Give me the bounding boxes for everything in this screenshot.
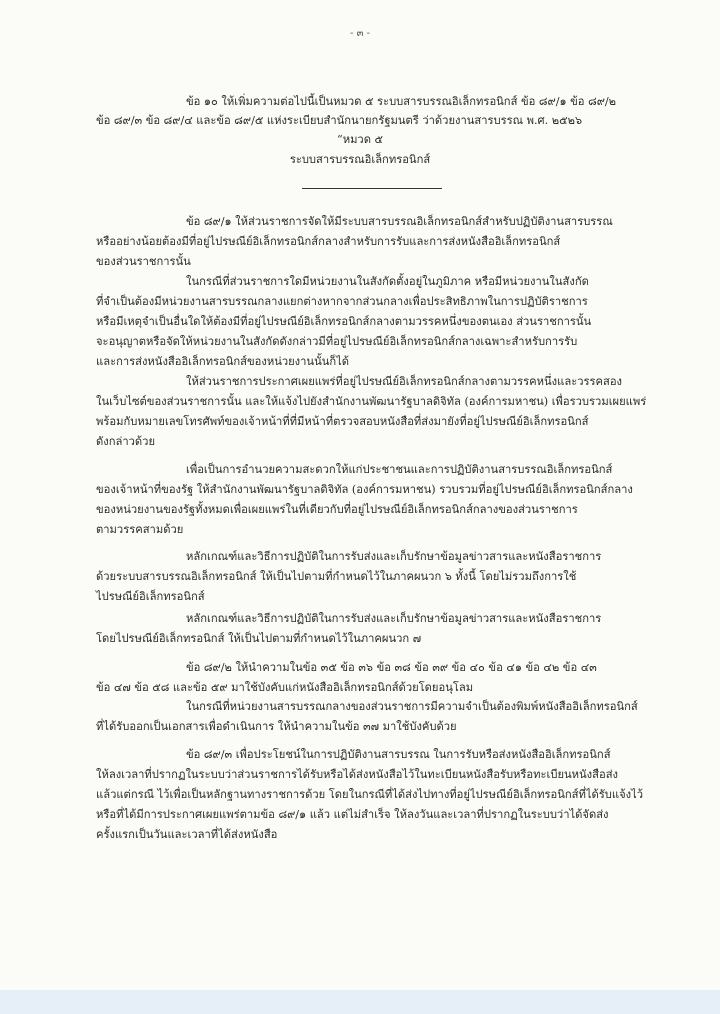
text-line: ให้ลงเวลาที่ปรากฏในระบบว่าส่วนราชการได้รับหรือได้ส่งหนังสือไว้ในทะเบียนหนังสือรับหรือทะเบียนหนังสือส่ง: [96, 768, 618, 781]
text-line: และการส่งหนังสืออิเล็กทรอนิกส์ของหน่วยงานนั้นก็ได้: [96, 355, 350, 368]
section-divider: [302, 188, 442, 189]
text-line: แล้วแต่กรณี ไว้เพื่อเป็นหลักฐานทางราชการด้วย โดยในกรณีที่ได้ส่งไปทางที่อยู่ไปรษณีย์อิเล็กทรอนิกส์ที่ได้รับแจ้งไว้: [96, 788, 644, 801]
text-line: ตามวรรคสามด้วย: [96, 523, 184, 536]
text-line: หรืออย่างน้อยต้องมีที่อยู่ไปรษณีย์อิเล็กทรอนิกส์กลางสำหรับการรับและการส่งหนังสืออิเล็กทรอนิกส์: [96, 235, 561, 248]
text-line: ที่จำเป็นต้องมีหน่วยงานสารบรรณกลางแยกต่างหากจากส่วนกลางเพื่อประสิทธิภาพในการปฏิบัติราชการ: [96, 295, 588, 308]
text-line: หลักเกณฑ์และวิธีการปฏิบัติในการรับส่งและเก็บรักษาข้อมูลข่าวสารและหนังสือราชการ: [186, 612, 602, 625]
text-line: ข้อ ๑๐ ให้เพิ่มความต่อไปนี้เป็นหมวด ๕ ระบบสารบรรณอิเล็กทรอนิกส์ ข้อ ๘๙/๑ ข้อ ๘๙/๒: [186, 95, 617, 108]
text-line: ในกรณีที่หน่วยงานสารบรรณกลางของส่วนราชการมีความจำเป็นต้องพิมพ์หนังสืออิเล็กทรอนิกส์: [186, 700, 638, 713]
text-line: ในเว็บไซต์ของส่วนราชการนั้น และให้แจ้งไปยังสำนักงานพัฒนารัฐบาลดิจิทัล (องค์การมหาชน) เพื่อรวบรวมเผยแพร่: [96, 395, 647, 408]
text-line: ของส่วนราชการนั้น: [96, 255, 191, 268]
text-line: ที่ได้รับออกเป็นเอกสารเพื่อดำเนินการ ให้นำความในข้อ ๓๗ มาใช้บังคับด้วย: [96, 720, 457, 733]
text-line: ให้ส่วนราชการประกาศเผยแพร่ที่อยู่ไปรษณีย์อิเล็กทรอนิกส์กลางตามวรรคหนึ่งและวรรคสอง: [186, 375, 623, 388]
viewer-bottom-margin: [0, 990, 720, 1014]
text-line: ในกรณีที่ส่วนราชการใดมีหน่วยงานในสังกัดตั้งอยู่ในภูมิภาค หรือมีหน่วยงานในสังกัด: [186, 275, 589, 288]
text-line: หรือมีเหตุจำเป็นอื่นใดให้ต้องมีที่อยู่ไปรษณีย์อิเล็กทรอนิกส์กลางตามวรรคหนึ่งของตนเอง ส่วนราชการนั้น: [96, 315, 592, 328]
text-line: หรือที่ได้มีการประกาศเผยแพร่ตามข้อ ๘๙/๑ แล้ว แต่ไม่สำเร็จ ให้ลงวันและเวลาที่ปรากฏในระบบว่าได้จัดส่ง: [96, 808, 609, 821]
text-line: ข้อ ๘๙/๑ ให้ส่วนราชการจัดให้มีระบบสารบรรณอิเล็กทรอนิกส์สำหรับปฏิบัติงานสารบรรณ: [186, 215, 613, 228]
text-line: โดยไปรษณีย์อิเล็กทรอนิกส์ ให้เป็นไปตามที่กำหนดไว้ในภาคผนวก ๗: [96, 632, 422, 645]
text-line: ด้วยระบบสารบรรณอิเล็กทรอนิกส์ ให้เป็นไปตามที่กำหนดไว้ในภาคผนวก ๖ ทั้งนี้ โดยไม่รวมถึงการใช้: [96, 570, 577, 583]
text-line: หลักเกณฑ์และวิธีการปฏิบัติในการรับส่งและเก็บรักษาข้อมูลข่าวสารและหนังสือราชการ: [186, 550, 602, 563]
text-line: ของเจ้าหน้าที่ของรัฐ ให้สำนักงานพัฒนารัฐบาลดิจิทัล (องค์การมหาชน) รวบรวมที่อยู่ไปรษณีย์อิเล็กทรอนิกส์กลาง: [96, 483, 633, 496]
text-line: ข้อ ๘๙/๓ ข้อ ๘๙/๔ และข้อ ๘๙/๕ แห่งระเบียบสำนักนายกรัฐมนตรี ว่าด้วยงานสารบรรณ พ.ศ. ๒๕๒๖: [96, 114, 583, 127]
text-line: ระบบสารบรรณอิเล็กทรอนิกส์: [289, 153, 431, 166]
text-line: ข้อ ๘๙/๒ ให้นำความในข้อ ๓๕ ข้อ ๓๖ ข้อ ๓๘ ข้อ ๓๙ ข้อ ๔๐ ข้อ ๔๑ ข้อ ๔๒ ข้อ ๔๓: [186, 661, 597, 674]
text-line: ดังกล่าวด้วย: [96, 435, 156, 448]
text-line: “หมวด ๕: [336, 133, 384, 146]
text-line: ไปรษณีย์อิเล็กทรอนิกส์: [96, 590, 205, 603]
text-line: พร้อมกับหมายเลขโทรศัพท์ของเจ้าหน้าที่ที่มีหน้าที่ตรวจสอบหนังสือที่ส่งมายังที่อยู่ไปรษณีย์อิเล็กทรอนิกส์: [96, 415, 589, 428]
text-line: ครั้งแรกเป็นวันและเวลาที่ได้ส่งหนังสือ: [96, 828, 278, 841]
text-line: เพื่อเป็นการอำนวยความสะดวกให้แก่ประชาชนและการปฏิบัติงานสารบรรณอิเล็กทรอนิกส์: [186, 463, 613, 476]
text-line: ของหน่วยงานของรัฐทั้งหมดเพื่อเผยแพร่ในที่เดียวกับที่อยู่ไปรษณีย์อิเล็กทรอนิกส์กลางของส่วนราชการ: [96, 503, 578, 516]
text-line: จะอนุญาตหรือจัดให้หน่วยงานในสังกัดดังกล่าวมีที่อยู่ไปรษณีย์อิเล็กทรอนิกส์กลางเฉพาะสำหรับการรับ: [96, 335, 578, 348]
page-number: - ๓ -: [350, 28, 370, 39]
text-line: ข้อ ๔๗ ข้อ ๕๘ และข้อ ๕๙ มาใช้บังคับแก่หนังสืออิเล็กทรอนิกส์ด้วยโดยอนุโลม: [96, 681, 474, 694]
text-line: ข้อ ๘๙/๓ เพื่อประโยชน์ในการปฏิบัติงานสารบรรณ ในการรับหรือส่งหนังสืออิเล็กทรอนิกส์: [186, 748, 611, 761]
